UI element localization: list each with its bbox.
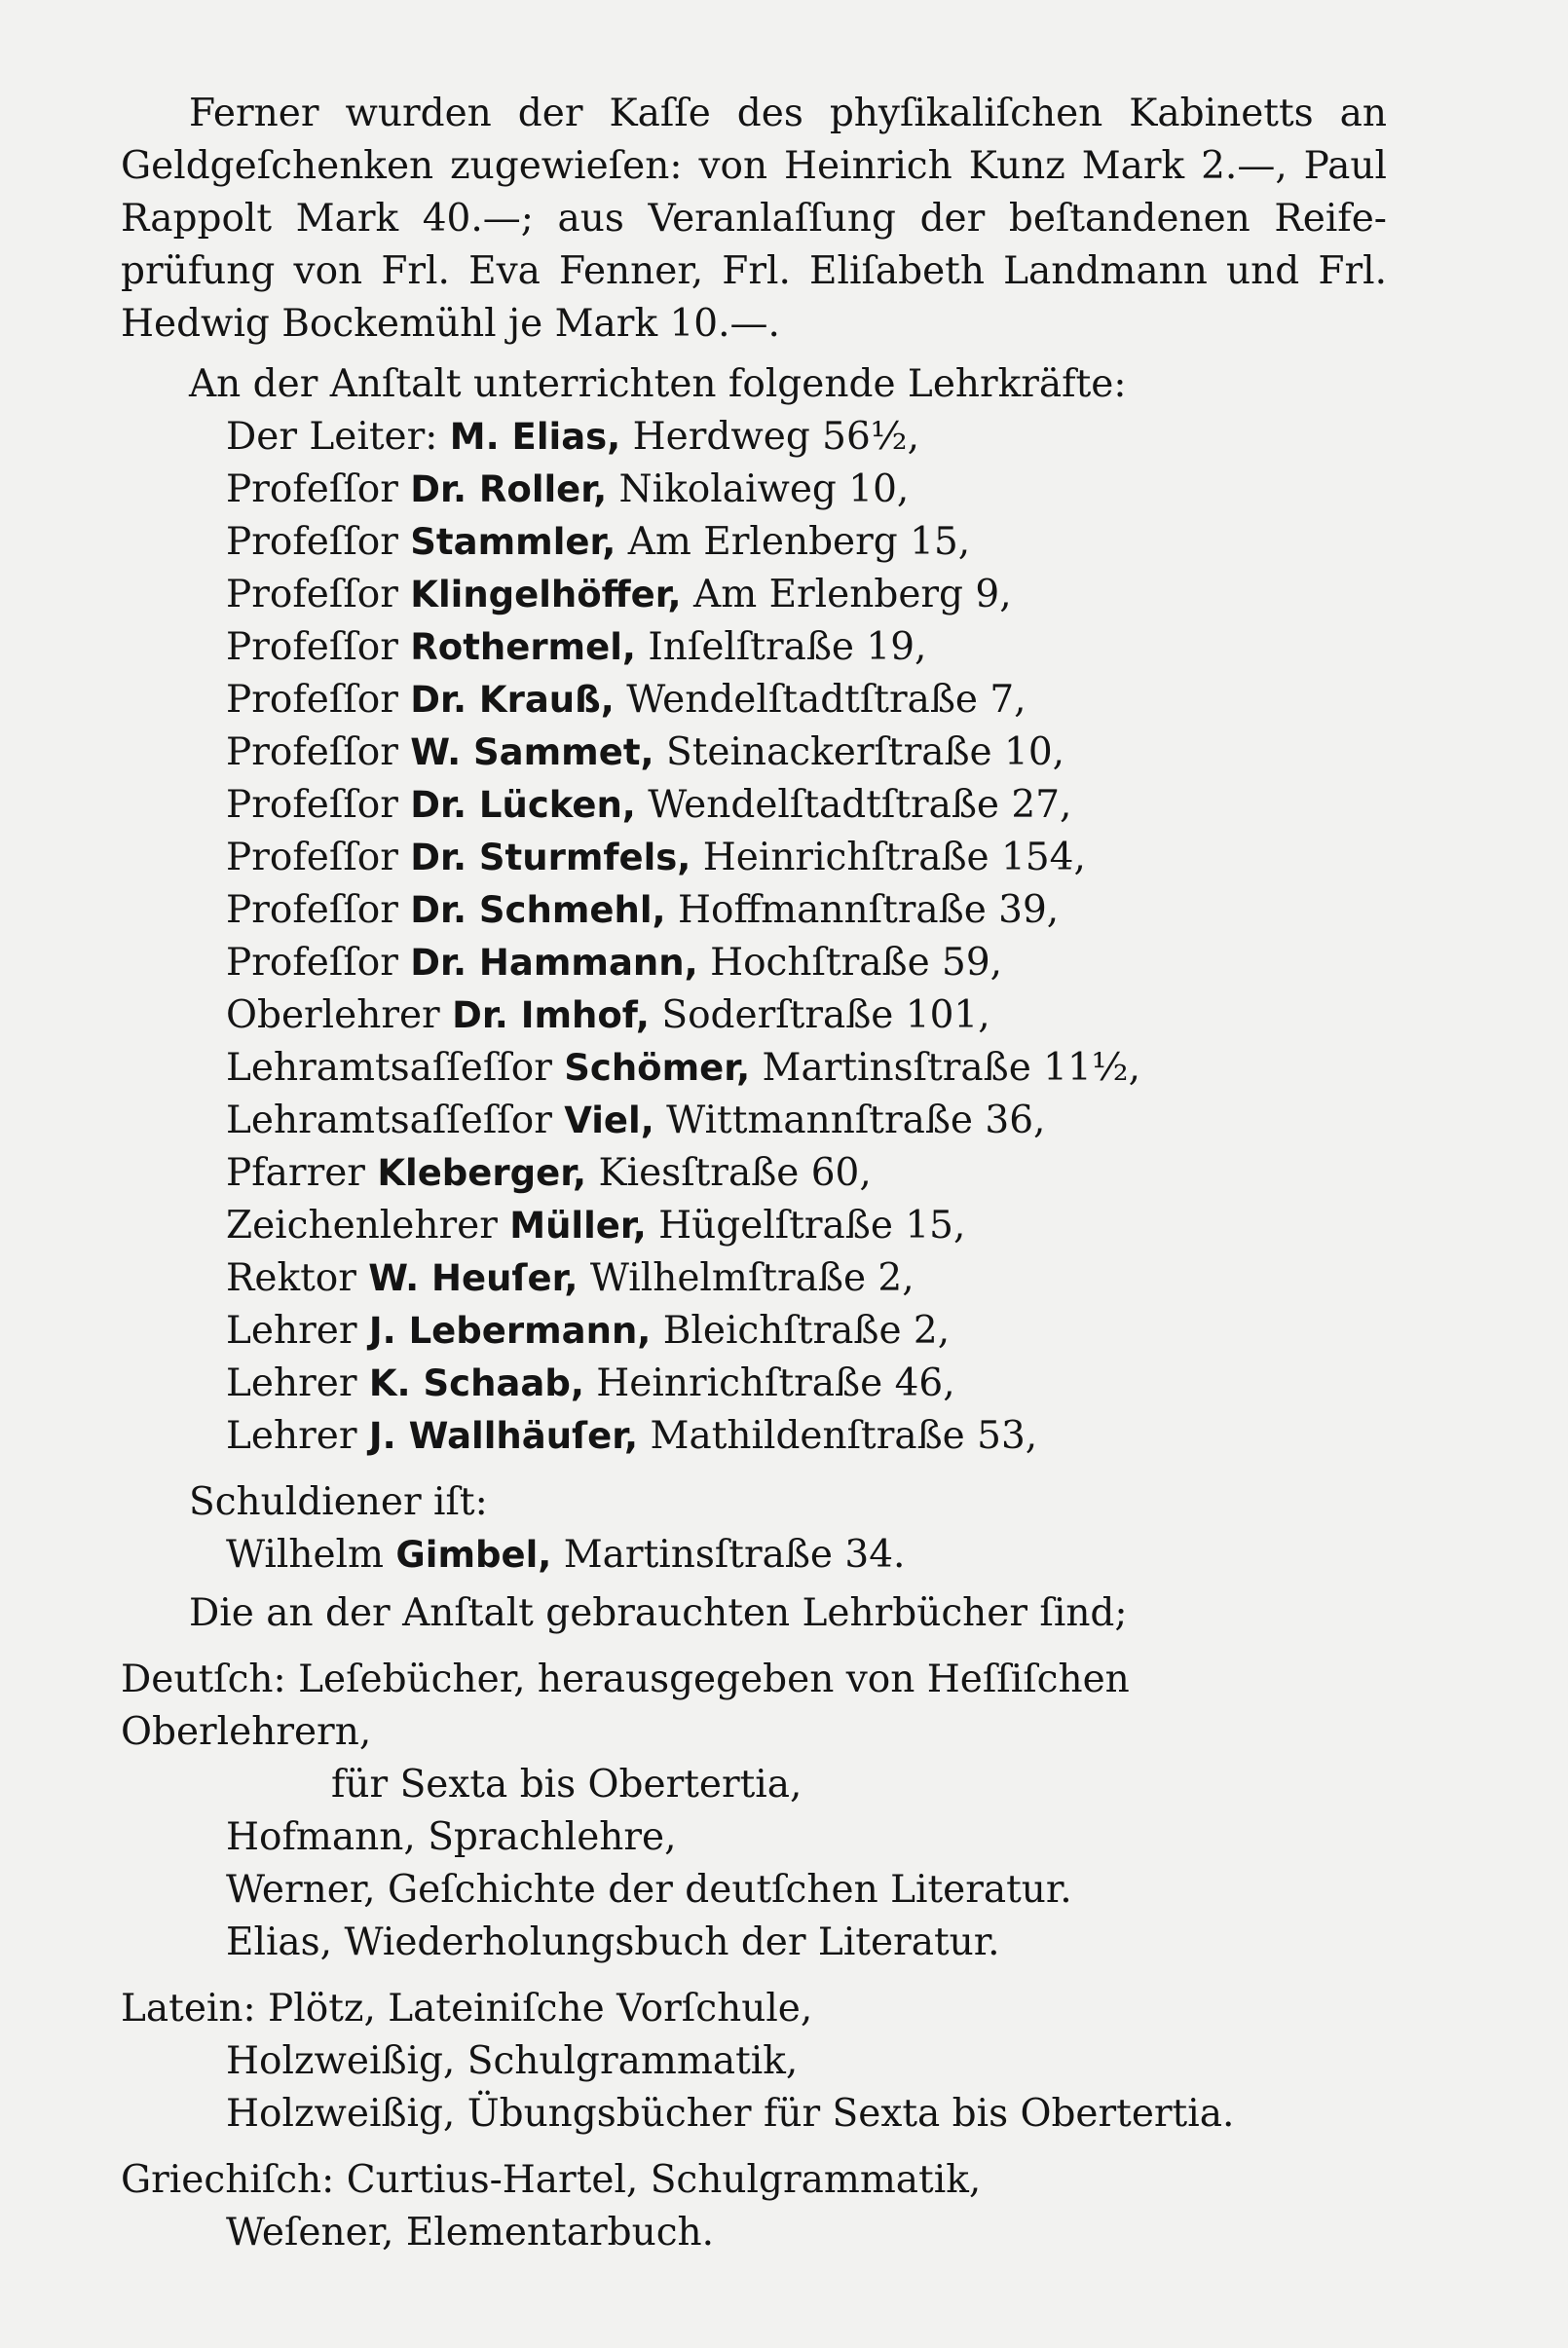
- teacher-name: Kleberger,: [377, 1152, 587, 1194]
- teacher-address: Martinsſtraße 11½,: [762, 1046, 1140, 1090]
- gifts-paragraph: [121, 88, 1387, 351]
- teacher-address: Wilhelmſtraße 2,: [589, 1256, 915, 1300]
- teacher-name: Klingelhöffer,: [410, 574, 682, 615]
- teacher-name: W. Heuſer,: [368, 1257, 579, 1299]
- teachers-intro: An der Anſtalt unterrichten folgende Lehrkräfte:: [189, 362, 1127, 406]
- janitor-intro: Schuldiener iſt:: [189, 1480, 488, 1524]
- teacher-address: Wendelſtadtſtraße 7,: [626, 678, 1027, 722]
- teacher-address: Wendelſtadtſtraße 27,: [648, 783, 1072, 827]
- teacher-title: Lehrer: [226, 1414, 357, 1458]
- teacher-title: Rektor: [226, 1256, 356, 1300]
- teacher-name: J. Lebermann,: [368, 1310, 652, 1352]
- teacher-name: Müller,: [509, 1205, 647, 1247]
- teacher-name: M. Elias,: [449, 416, 621, 458]
- paragraph-line: prüfung von Frl. Eva Fenner, Frl. Eliſabeth Landmann und Frl.: [121, 249, 1387, 293]
- teacher-address: Herdweg 56½,: [632, 415, 920, 459]
- teacher-title: Der Leiter:: [226, 415, 438, 459]
- teacher-entry: [226, 674, 1387, 727]
- teacher-entry: [226, 1252, 1387, 1305]
- book-entry: Hofmann, Sprachlehre,: [226, 1815, 677, 1859]
- teacher-title: Profeſſor: [226, 678, 398, 722]
- teacher-entry: [226, 1147, 1387, 1200]
- teacher-entry: [226, 411, 1387, 464]
- teacher-address: Hoffmannſtraße 39,: [677, 888, 1060, 932]
- teacher-title: Lehrer: [226, 1309, 357, 1353]
- teacher-address: Am Erlenberg 15,: [627, 520, 971, 564]
- teacher-entry: [226, 884, 1387, 937]
- teacher-address: Heinrichſtraße 46,: [596, 1361, 955, 1405]
- subject-first-line: [121, 2154, 1387, 2207]
- book-entry: Leſebücher, herausgegeben von Heſſiſchen Oberlehrern,: [121, 1658, 1130, 1754]
- teacher-entry: [226, 727, 1387, 779]
- book-entry: Holzweißig, Übungsbücher für Sexta bis Obertertia.: [226, 2092, 1235, 2136]
- teacher-title: Profeſſor: [226, 625, 398, 669]
- book-entry: Weſener, Elementarbuch.: [226, 2211, 715, 2255]
- teacher-address: Kiesſtraße 60,: [598, 1151, 872, 1195]
- teacher-name: Stammler,: [410, 521, 616, 563]
- teacher-title: Profeſſor: [226, 836, 398, 879]
- teacher-title: Profeſſor: [226, 573, 398, 616]
- teacher-name: Schömer,: [564, 1047, 751, 1089]
- teacher-title: Lehramtsaſſeſſor: [226, 1099, 552, 1142]
- teacher-name: W. Sammet,: [410, 731, 654, 773]
- teacher-name: Dr. Imhof,: [452, 994, 650, 1036]
- teacher-address: Bleichſtraße 2,: [662, 1309, 951, 1353]
- teacher-address: Inſelſtraße 19,: [648, 625, 927, 669]
- janitor-address: Martinsſtraße 34.: [563, 1533, 906, 1577]
- teacher-address: Heinrichſtraße 154,: [702, 836, 1086, 879]
- teacher-title: Pfarrer: [226, 1151, 365, 1195]
- subject-first-line: [121, 1654, 1387, 1759]
- teacher-address: Wittmannſtraße 36,: [666, 1099, 1046, 1142]
- teacher-entry: [226, 1042, 1387, 1095]
- janitor-first-name: Wilhelm: [226, 1533, 384, 1577]
- teacher-title: Profeſſor: [226, 888, 398, 932]
- teacher-title: Lehramtsaſſeſſor: [226, 1046, 552, 1090]
- teacher-address: Hügelſtraße 15,: [658, 1204, 966, 1248]
- subject-label: Griechiſch:: [121, 2158, 335, 2202]
- teacher-name: Dr. Krauß,: [410, 679, 615, 721]
- teacher-title: Profeſſor: [226, 941, 398, 985]
- teacher-entry: [226, 832, 1387, 884]
- teacher-entry: [226, 1095, 1387, 1147]
- book-entry: Elias, Wiederholungsbuch der Literatur.: [226, 1920, 1000, 1964]
- teacher-title: Profeſſor: [226, 730, 398, 774]
- book-entry: Plötz, Lateiniſche Vorſchule,: [268, 1987, 813, 2031]
- book-entry: Werner, Geſchichte der deutſchen Literatur.: [226, 1868, 1072, 1912]
- teacher-name: Viel,: [564, 1099, 654, 1141]
- paragraph-line: Geldgeſchenken zugewieſen: von Heinrich Kunz Mark 2.—, Paul: [121, 144, 1387, 188]
- book-entry: Curtius-Hartel, Schulgrammatik,: [346, 2158, 982, 2202]
- teacher-entry: [226, 1358, 1387, 1410]
- teacher-entry: [226, 1200, 1387, 1252]
- teacher-address: Hochſtraße 59,: [710, 941, 1003, 985]
- subject-label: Deutſch:: [121, 1658, 286, 1701]
- teacher-address: Am Erlenberg 9,: [693, 573, 1012, 616]
- teacher-address: Soderſtraße 101,: [661, 993, 990, 1037]
- teacher-title: Zeichenlehrer: [226, 1204, 498, 1248]
- teacher-name: Dr. Hammann,: [410, 942, 698, 984]
- teacher-entry: [226, 989, 1387, 1042]
- books-intro: Die an der Anſtalt gebrauchten Lehrbücher ſind;: [189, 1591, 1128, 1635]
- teacher-list: [226, 411, 1387, 1463]
- subject-griechisch: [121, 2154, 1387, 2259]
- teacher-name: Dr. Sturmfels,: [410, 837, 691, 878]
- teacher-entry: [226, 569, 1387, 621]
- teacher-entry: [226, 1410, 1387, 1463]
- janitor-entry: [226, 1529, 1387, 1582]
- teacher-address: Steinackerſtraße 10,: [665, 730, 1065, 774]
- teacher-entry: [226, 464, 1387, 516]
- teacher-entry: [226, 937, 1387, 989]
- subject-label: Latein:: [121, 1987, 256, 2031]
- teacher-title: Profeſſor: [226, 467, 398, 511]
- teacher-name: Dr. Schmehl,: [410, 889, 666, 931]
- teacher-title: Profeſſor: [226, 520, 398, 564]
- paragraph-line: Hedwig Bockemühl je Mark 10.—.: [121, 302, 780, 346]
- teacher-entry: [226, 621, 1387, 674]
- teacher-name: Dr. Roller,: [410, 468, 608, 510]
- teacher-entry: [226, 1305, 1387, 1358]
- teacher-address: Mathildenſtraße 53,: [650, 1414, 1038, 1458]
- book-entry-continued: für Sexta bis Obertertia,: [331, 1763, 803, 1807]
- book-entry: Holzweißig, Schulgrammatik,: [226, 2039, 799, 2083]
- subject-latein: [121, 1983, 1387, 2141]
- teacher-name: J. Wallhäuſer,: [368, 1415, 639, 1457]
- teacher-name: Rothermel,: [410, 626, 636, 668]
- page-text: [121, 88, 1387, 2259]
- paragraph-line: Rappolt Mark 40.—; aus Veranlaſſung der beſtandenen Reife-: [121, 197, 1387, 241]
- subject-first-line: [121, 1983, 1387, 2035]
- teacher-title: Lehrer: [226, 1361, 357, 1405]
- teacher-entry: [226, 779, 1387, 832]
- teacher-address: Nikolaiweg 10,: [618, 467, 910, 511]
- paragraph-line: Ferner wurden der Kaſſe des phyſikaliſchen Kabinetts an: [189, 92, 1387, 135]
- janitor-name: Gimbel,: [395, 1534, 552, 1576]
- teacher-name: K. Schaab,: [368, 1362, 584, 1404]
- teacher-title: Oberlehrer: [226, 993, 440, 1037]
- teacher-name: Dr. Lücken,: [410, 784, 636, 826]
- teacher-entry: [226, 516, 1387, 569]
- subject-deutsch: [121, 1654, 1387, 1969]
- teacher-title: Profeſſor: [226, 783, 398, 827]
